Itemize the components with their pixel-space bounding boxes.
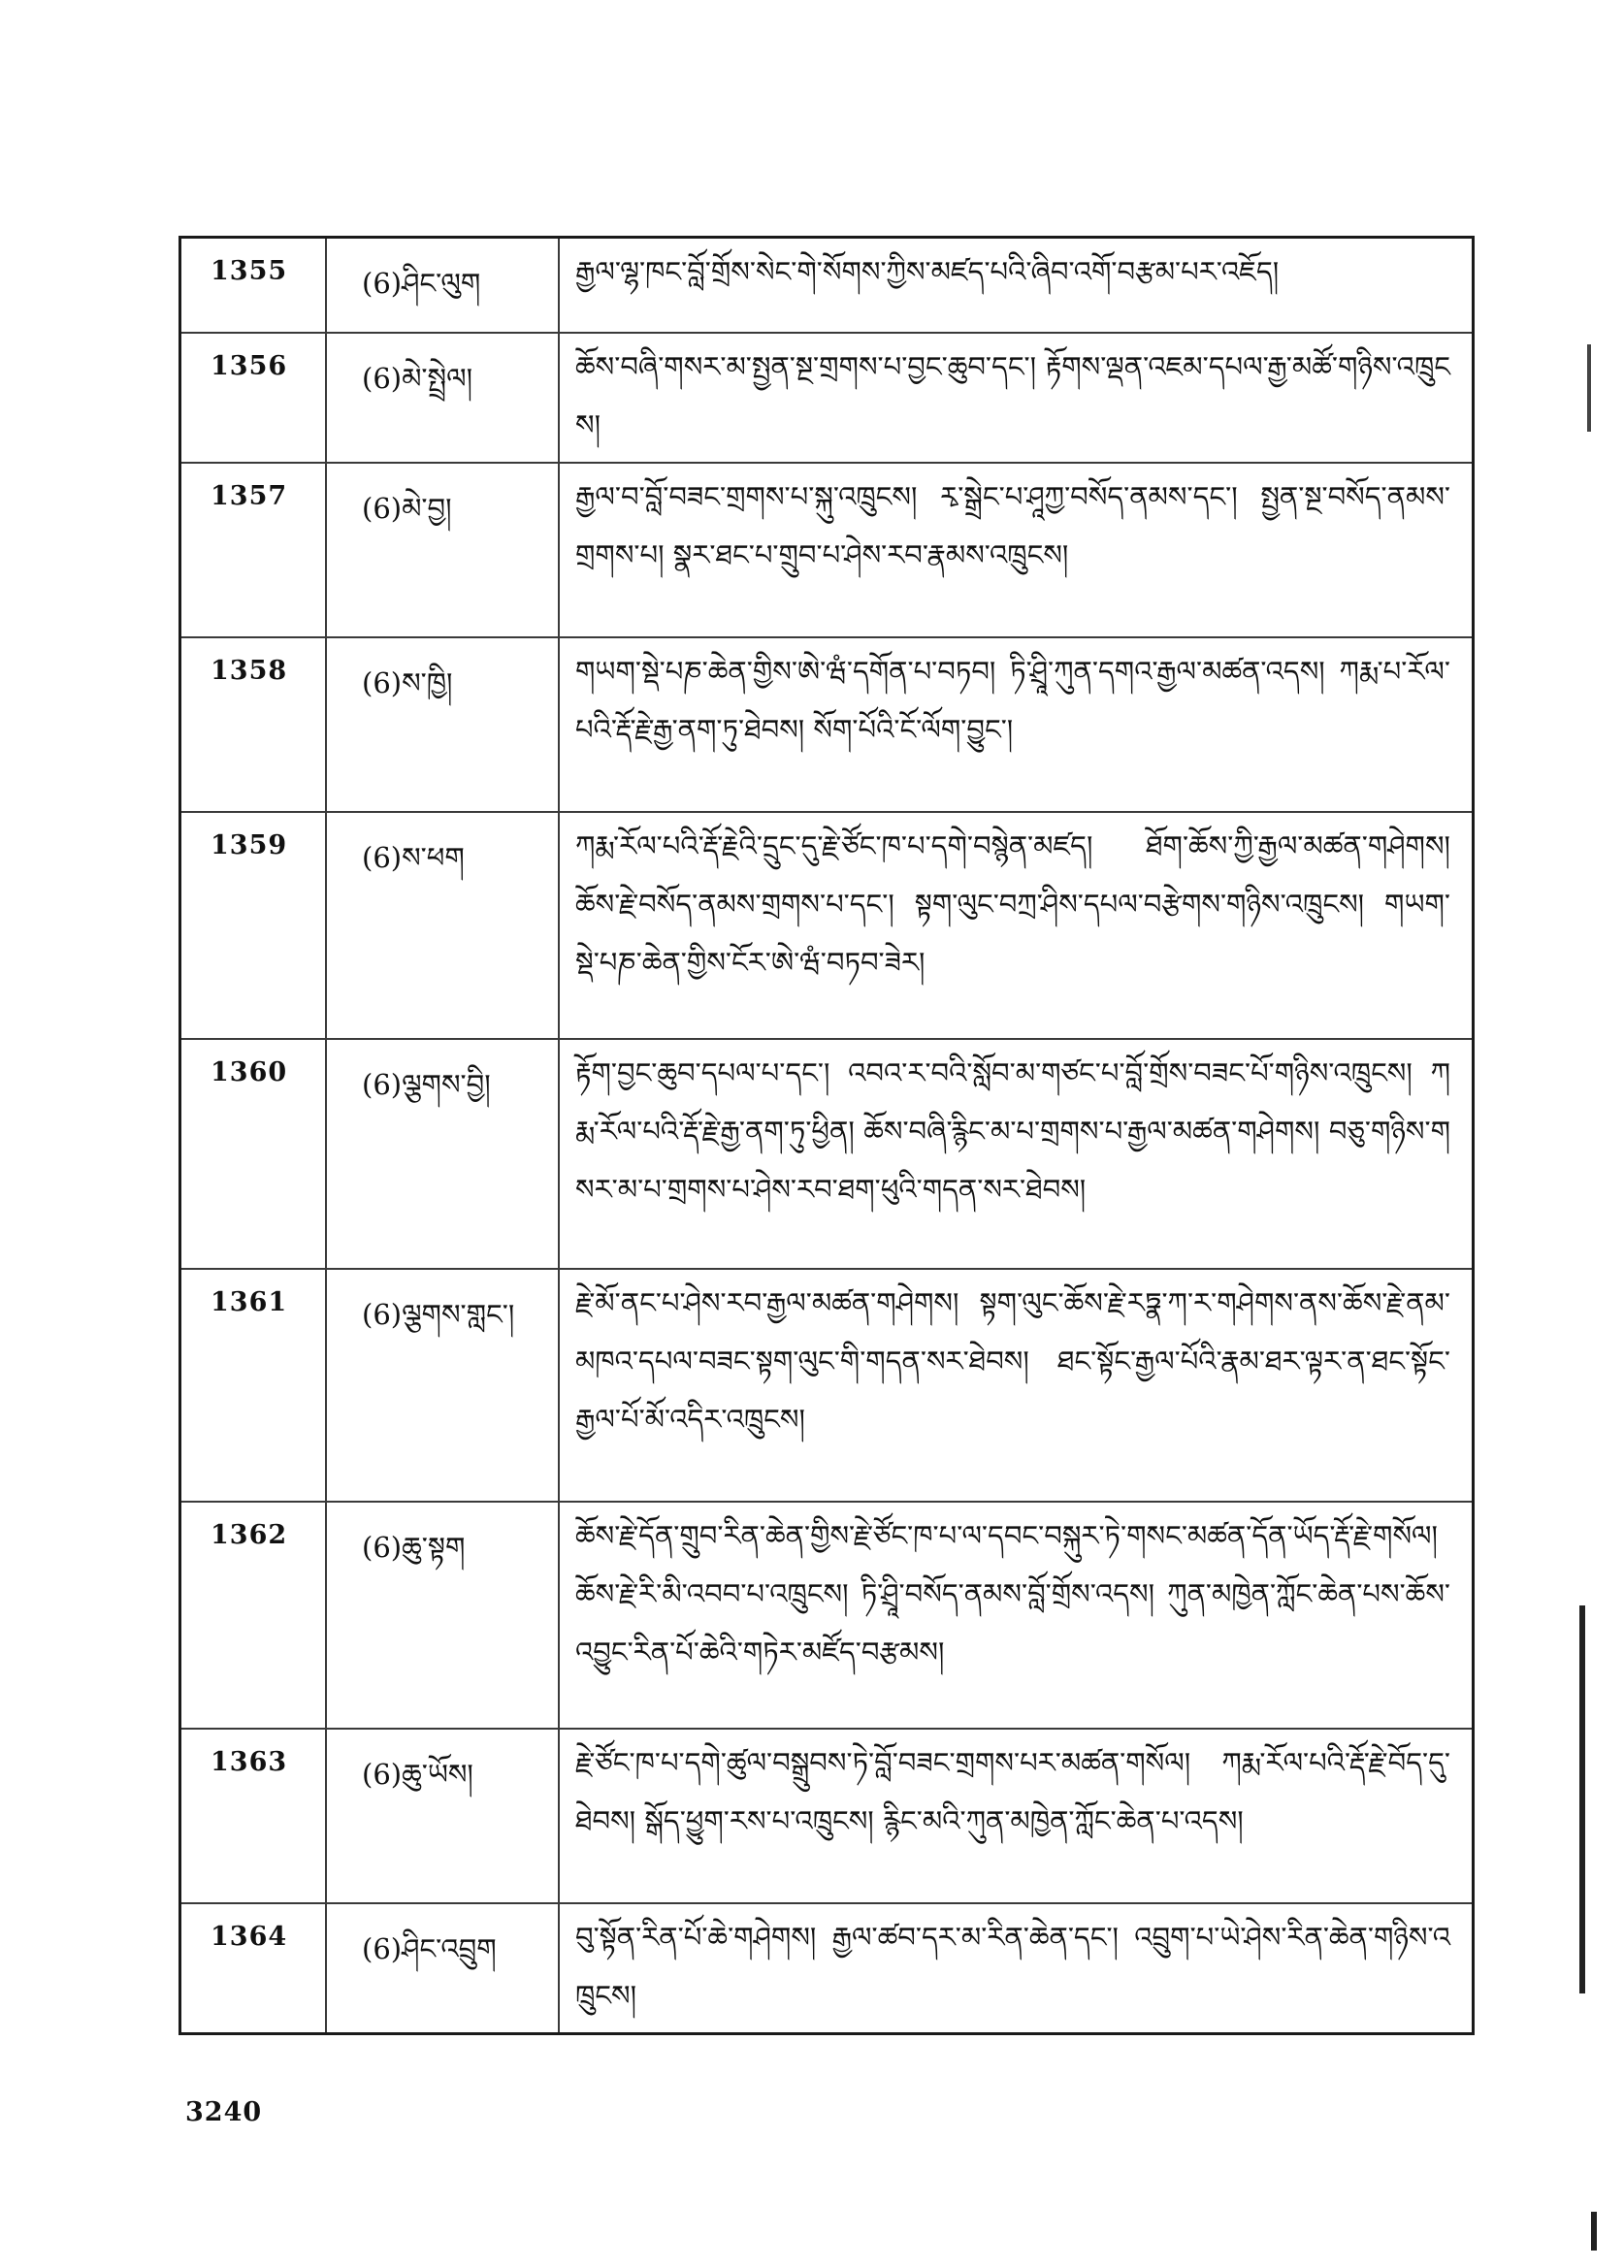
cycle-year-cell [326,1269,559,1502]
cycle-year-cell [326,812,559,1039]
event-text: རྒྱལ་ལྷ་ཁང་བློ་གྲོས་སེང་གེ་སོགས་ཀྱིས་མཛད་པའི་ཞིབ་འགོ་བརྩམ་པར་འཇོད། [575,255,1280,288]
year-number-cell [180,333,327,463]
cycle-year-cell [326,1502,559,1729]
event-text-cell [559,1269,1474,1502]
event-text-cell [559,1502,1474,1729]
cycle-year: (6)མེ་སྤྲེལ། [362,362,473,395]
year-number-cell [180,1903,327,2034]
table-row [180,1903,1474,2034]
cycle-year-cell [326,333,559,463]
page-number: 3240 [185,2097,263,2127]
cycle-year-cell [326,238,559,334]
year-number-cell [180,637,327,812]
year-number-cell [180,463,327,637]
table-body [180,238,1474,2034]
event-text: ཆོས་རྗེ་དོན་གྲུབ་རིན་ཆེན་གྱིས་རྗེ་ཙོང་ཁ་པ་ལ་དབང་བསྐུར་ཏེ་གསང་མཚན་དོན་ཡོད་རྡོ་རྗེ་གསོལ། ཆོས་རྗེ་རི་མི་འབབ་པ་འཁྲུངས། ཏི་ཤྲཱི་བསོད་ནམས་བློ་གྲོས་འདས། ཀུན་མཁྱེན་ཀློང་ཆེན་པས་ཆོས་འབྱུང་རིན་པོ་ཆེའི་གཏེར་མཛོད་བརྩམས། [575,1519,1450,1669]
year-number: 1356 [211,351,288,381]
event-text: ཆོས་བཞི་གསར་མ་སྤྱན་སྔ་གྲགས་པ་བྱང་ཆུབ་དང་། རྟོགས་ལྡན་འཇམ་དཔལ་རྒྱ་མཚོ་གཉིས་འཁྲུངས། [575,350,1450,441]
table-row [180,637,1474,812]
cycle-year-cell [326,637,559,812]
cycle-year: (6)ཤིང་འབྲུག [362,1932,497,1965]
cycle-year: (6)ལྕགས་གླང་། [362,1298,515,1331]
table-row [180,1269,1474,1502]
cycle-year-cell [326,1039,559,1269]
year-number: 1360 [211,1057,288,1087]
event-text-cell [559,1039,1474,1269]
cycle-year: (6)ཤིང་ལུག [362,267,481,300]
table-row [180,812,1474,1039]
scan-edge-mark [1587,344,1591,432]
table-row [180,1502,1474,1729]
cycle-year: (6)ལྕགས་བྱི། [362,1068,491,1101]
year-number: 1362 [211,1520,288,1550]
year-number: 1357 [211,481,288,511]
table-row [180,463,1474,637]
year-number: 1363 [211,1747,288,1777]
event-text-cell [559,637,1474,812]
year-number-cell [180,1729,327,1903]
table-row [180,1729,1474,1903]
cycle-year: (6)ས་ཕག [362,841,465,874]
table-row [180,238,1474,334]
year-number: 1358 [211,656,288,686]
year-number: 1355 [211,256,288,286]
cycle-year: (6)ས་ཁྱི། [362,666,453,699]
year-number: 1364 [211,1922,288,1952]
table-row [180,1039,1474,1269]
event-text-cell [559,1903,1474,2034]
cycle-year-cell [326,1903,559,2034]
year-number-cell [180,1269,327,1502]
event-text: རྒྱལ་བ་བློ་བཟང་གྲགས་པ་སྐུ་འཁྲུངས། རྭ་སྒྲེང་པ་ཤཱཀྱ་བསོད་ནམས་དང་། སྤྱན་སྔ་བསོད་ནམས་གྲགས་པ། སྣར་ཐང་པ་གྲུབ་པ་ཤེས་རབ་རྣམས་འཁྲུངས། [575,480,1450,571]
event-text-cell [559,333,1474,463]
cycle-year-cell [326,1729,559,1903]
event-text: རྗེ་མོ་ནང་པ་ཤེས་རབ་རྒྱལ་མཚན་གཤེགས། སྟག་ལུང་ཆོས་རྗེ་རཏྣ་ཀ་ར་གཤེགས་ནས་ཆོས་རྗེ་ནམ་མཁའ་དཔལ་བཟང་སྟག་ལུང་གི་གདན་སར་ཐེབས། ཐང་སྟོང་རྒྱལ་པོའི་རྣམ་ཐར་ལྟར་ན་ཐང་སྟོང་རྒྱལ་པོ་མོ་འདིར་འཁྲུངས། [575,1286,1450,1436]
scan-edge-mark [1579,1605,1585,1993]
cycle-year-cell [326,463,559,637]
event-text-cell [559,238,1474,334]
year-number-cell [180,1039,327,1269]
event-text-cell [559,1729,1474,1903]
cycle-year: (6)ཆུ་སྟག [362,1531,466,1564]
cycle-year: (6)མེ་བྱ། [362,492,452,525]
year-number: 1361 [211,1287,288,1317]
year-number-cell [180,238,327,334]
event-text: ཀརྨ་རོལ་པའི་རྡོ་རྗེའི་དྲུང་དུ་རྗེ་ཙོང་ཁ་པ་དགེ་བསྙེན་མཛད། ཐོག་ཆོས་ཀྱི་རྒྱལ་མཚན་གཤེགས། ཆོས་རྗེ་བསོད་ནམས་གྲགས་པ་དང་། སྟག་ལུང་བཀྲ་ཤིས་དཔལ་བརྩེགས་གཉིས་འཁྲུངས། གཡག་སྡེ་པཎ་ཆེན་གྱིས་ངོར་ཨེ་ཝཾ་བཏབ་ཟེར། [575,829,1450,979]
event-text-cell [559,812,1474,1039]
chronology-table [179,236,1475,2035]
event-text: གཡག་སྡེ་པཎ་ཆེན་གྱིས་ཨེ་ཝཾ་དགོན་པ་བཏབ། ཏི་ཤྲཱི་ཀུན་དགའ་རྒྱལ་མཚན་འདས། ཀརྨ་པ་རོལ་པའི་རྡོ་རྗེ་རྒྱ་ནག་ཏུ་ཐེབས། སོག་པོའི་ངོ་ལོག་བྱུང་། [575,655,1450,746]
event-text: རྗེ་ཙོང་ཁ་པ་དགེ་ཚུལ་བསྒྲུབས་ཏེ་བློ་བཟང་གྲགས་པར་མཚན་གསོལ། ཀརྨ་རོལ་པའི་རྡོ་རྗེ་བོད་དུ་ཐེབས། སྒོད་ཕྱུག་རས་པ་འཁྲུངས། རྙིང་མའི་ཀུན་མཁྱེན་ཀློང་ཆེན་པ་འདས། [575,1746,1450,1837]
event-text: བུ་སྟོན་རིན་པོ་ཆེ་གཤེགས། རྒྱལ་ཚབ་དར་མ་རིན་ཆེན་དང་། འབྲུག་པ་ཡེ་ཤེས་རིན་ཆེན་གཉིས་འཁྲུངས། [575,1921,1450,2012]
year-number-cell [180,812,327,1039]
table-row [180,333,1474,463]
cycle-year: (6)ཆུ་ཡོས། [362,1758,473,1791]
year-number-cell [180,1502,327,1729]
year-number: 1359 [211,830,288,860]
scan-edge-mark [1591,2212,1597,2251]
event-text: རྟོག་བྱང་ཆུབ་དཔལ་པ་དང་། འབའ་ར་བའི་སློབ་མ་གཙང་པ་བློ་གྲོས་བཟང་པོ་གཉིས་འཁྲུངས། ཀརྨ་རོལ་པའི་རྡོ་རྗེ་རྒྱ་ནག་ཏུ་ཕྱིན། ཆོས་བཞི་རྙིང་མ་པ་གྲགས་པ་རྒྱལ་མཚན་གཤེགས། བཅུ་གཉིས་གསར་མ་པ་གྲགས་པ་ཤེས་རབ་ཐག་ཕུའི་གདན་སར་ཐེབས། [575,1056,1450,1206]
event-text-cell [559,463,1474,637]
